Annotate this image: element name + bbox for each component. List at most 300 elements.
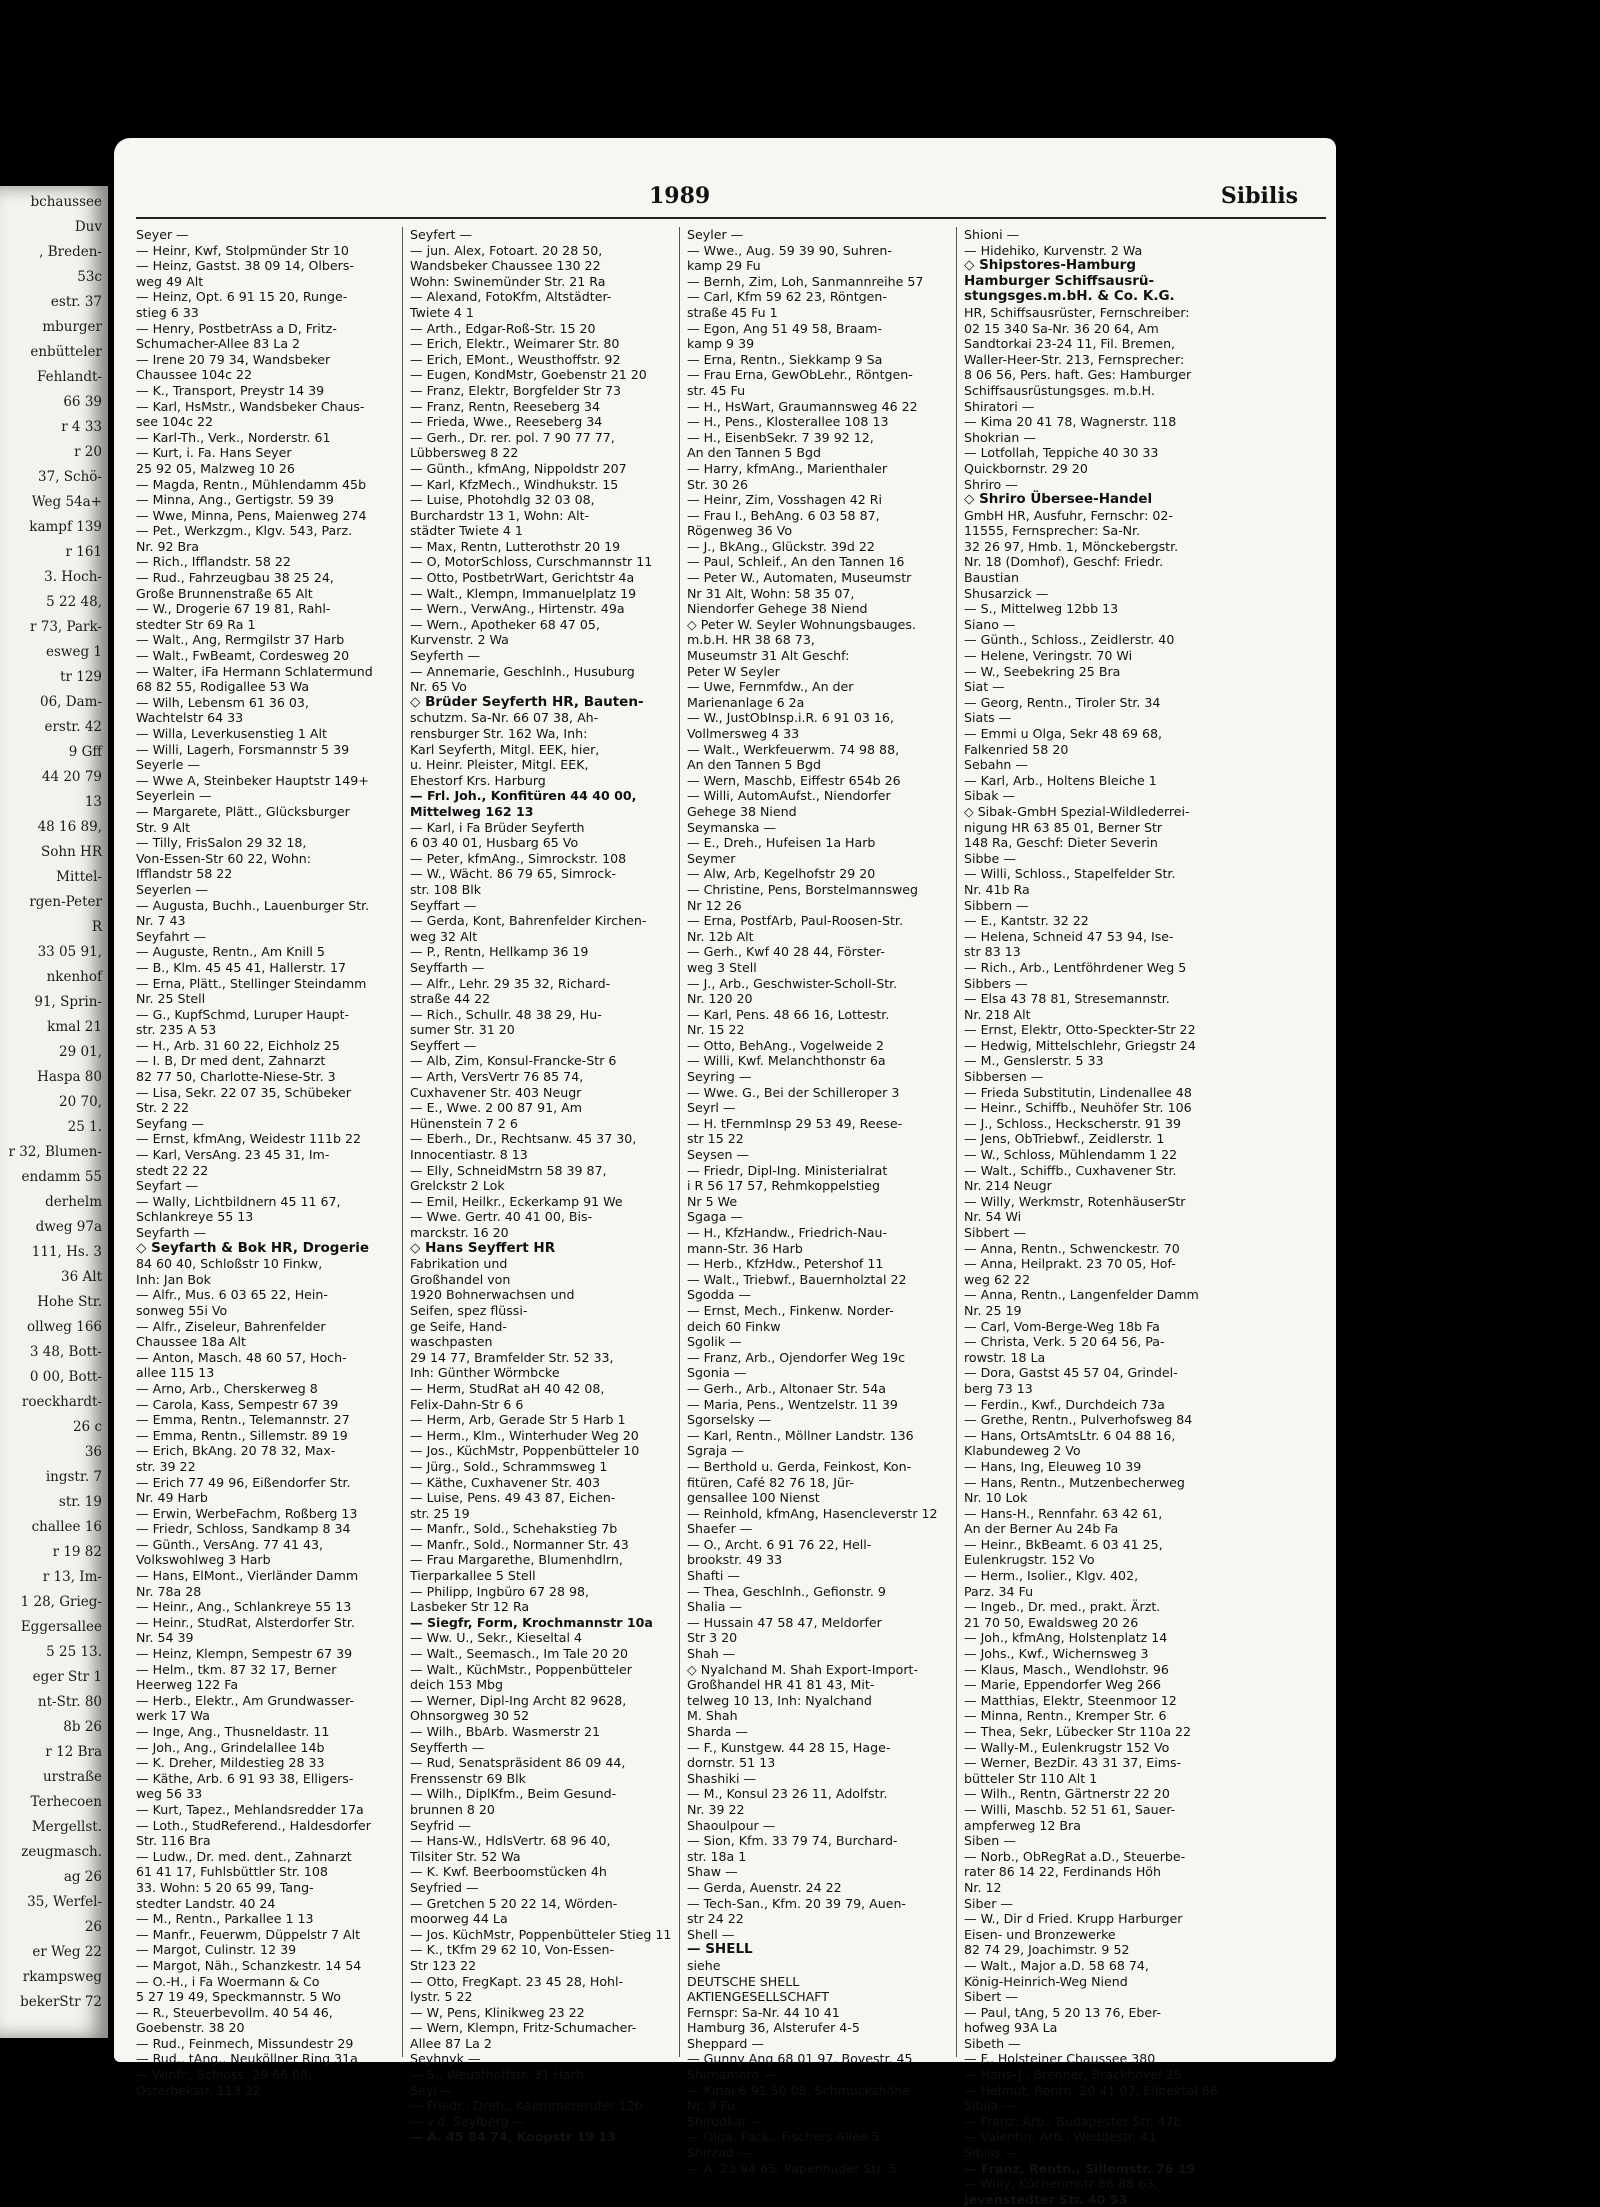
directory-entry-line: Nr. 218 Alt xyxy=(964,1006,1031,1022)
left-page-fragment: bekerStr 72 xyxy=(20,1994,102,2010)
directory-entry-line: straße 44 22 xyxy=(410,991,491,1007)
directory-entry-line: — Jens, ObTriebwf., Zeidlerstr. 1 xyxy=(964,1131,1165,1147)
left-page-fragment: 53c xyxy=(77,269,102,285)
directory-entry-line: — Ernst, Mech., Finkenw. Norder- xyxy=(687,1302,894,1318)
directory-entry-line: — P., Rentn, Hellkamp 36 19 xyxy=(410,944,589,960)
directory-entry-line: — O, MotorSchloss, Curschmannstr 11 xyxy=(410,554,653,570)
directory-entry-line: — Werner, BezDir. 43 31 37, Eims- xyxy=(964,1755,1182,1771)
directory-entry-line: weg 56 33 xyxy=(136,1786,203,1802)
directory-entry-line: — M., Genslerstr. 5 33 xyxy=(964,1053,1104,1069)
directory-entry-line: — E., Dreh., Hufeisen 1a Harb xyxy=(687,835,876,851)
directory-entry-line: — Berthold u. Gerda, Feinkost, Kon- xyxy=(687,1458,912,1474)
directory-entry-line: stedter Landstr. 40 24 xyxy=(136,1895,276,1911)
directory-entry-line: Shaoulpour — xyxy=(687,1817,776,1833)
directory-entry-line: — H., Arb. 31 60 22, Eichholz 25 xyxy=(136,1037,340,1053)
left-page-fragment: er Weg 22 xyxy=(32,1944,102,1960)
directory-entry-line: Allee 87 La 2 xyxy=(410,2035,492,2051)
directory-entry-line: — Norb., ObRegRat a.D., Steuerbe- xyxy=(964,1848,1186,1864)
directory-entry-line: Shokrian — xyxy=(964,429,1036,445)
left-page-fragment: r 19 82 xyxy=(52,1544,102,1560)
directory-entry-line: — Willi, Kwf. Melanchthonstr 6a xyxy=(687,1053,886,1069)
directory-entry-line: str 83 13 xyxy=(964,944,1021,960)
directory-entry-line: — Inge, Ang., Thusneldastr. 11 xyxy=(136,1724,330,1739)
directory-entry-line: — Walt., FwBeamt, Cordesweg 20 xyxy=(136,648,350,664)
left-page-fragment: urstraße xyxy=(42,1769,102,1785)
left-page-fragment: Sohn HR xyxy=(41,844,102,860)
directory-entry-line: — Heinz, Opt. 6 91 15 20, Runge- xyxy=(136,289,348,305)
directory-entry-line: gensallee 100 Nienst xyxy=(687,1490,820,1506)
directory-entry-line: Shusarzick — xyxy=(964,585,1049,601)
directory-entry-line: Nr. 214 Neugr xyxy=(964,1178,1052,1194)
directory-entry-line: Felix-Dahn-Str 6 6 xyxy=(410,1396,524,1412)
directory-entry-line: — Rud., Fahrzeugbau 38 25 24, xyxy=(136,570,334,586)
directory-entry-line: — Friedr., Dreh., Kaemmererufer 12b xyxy=(410,2098,643,2114)
directory-entry-line: ◇ Peter W. Seyler Wohnungsbauges. xyxy=(687,616,916,632)
directory-entry-line: — S., Weusthoffstr. 31 Harb xyxy=(410,2067,584,2083)
directory-entry-line: — Hussain 47 58 47, Meldorfer xyxy=(687,1614,882,1630)
directory-entry-line: An den Tannen 5 Bgd xyxy=(687,757,821,773)
left-page-fragment: r 4 33 xyxy=(61,419,102,435)
directory-entry-line: Shah — xyxy=(687,1646,736,1662)
directory-entry-line: — F., Holsteiner Chaussee 380 xyxy=(964,2051,1156,2067)
directory-entry-line: — Bernh, Zim, Loh, Sanmannreihe 57 xyxy=(687,273,924,289)
directory-entry-line: — Egon, Ang 51 49 58, Braam- xyxy=(687,320,882,336)
directory-entry-line: 5 27 19 49, Speckmannstr. 5 Wo xyxy=(136,1989,341,2005)
directory-entry-line: Wachtelstr 64 33 xyxy=(136,710,244,726)
directory-entry-line: — Uwe, Fernmfdw., An der xyxy=(687,679,854,695)
directory-entry-line: — Gerda, Auenstr. 24 22 xyxy=(687,1879,842,1895)
directory-entry-line: — Thea, Sekr, Lübecker Str 110a 22 xyxy=(964,1724,1192,1739)
directory-entry-line: — Ingeb., Dr. med., prakt. Ärzt. xyxy=(964,1599,1161,1615)
directory-entry-line: — Hans-J., Brenner, Brackhövel 25 xyxy=(964,2067,1182,2083)
directory-entry-line: Fernspr: Sa-Nr. 44 10 41 xyxy=(687,2004,840,2020)
directory-entry-line: — Herb., KfzHdw., Petershof 11 xyxy=(687,1256,884,1272)
directory-entry-line: Str. 9 Alt xyxy=(136,819,191,835)
directory-entry-line: Nr. 120 20 xyxy=(687,991,753,1007)
directory-entry-line: Seyhnyk — xyxy=(410,2051,481,2067)
left-page-fragment: 1 28, Grieg- xyxy=(20,1594,102,1610)
directory-entry-line: Chaussee 18a Alt xyxy=(136,1334,246,1350)
directory-entry-line: — Herm, StudRat aH 40 42 08, xyxy=(410,1380,605,1396)
directory-entry-line: Nr. 65 Vo xyxy=(410,679,467,695)
directory-entry-line: Ifflandstr 58 22 xyxy=(136,866,233,882)
directory-entry-line: — E., Wwe. 2 00 87 91, Am xyxy=(410,1100,583,1116)
directory-entry-line: — Kurt, i. Fa. Hans Seyer xyxy=(136,445,292,461)
left-page-fragment: 48 16 89, xyxy=(37,819,102,835)
directory-entry-line: — Alb, Zim, Konsul-Francke-Str 6 xyxy=(410,1053,617,1069)
directory-entry-line: — Hans, ElMont., Vierländer Damm xyxy=(136,1568,359,1584)
directory-entry-line: — Heinr., StudRat, Alsterdorfer Str. xyxy=(136,1614,355,1630)
directory-entry-line: Lasbeker Str 12 Ra xyxy=(410,1599,530,1615)
directory-entry-line: — Philipp, Ingbüro 67 28 98, xyxy=(410,1583,590,1599)
directory-entry-line: Nr. 9 Fu xyxy=(687,2098,736,2114)
directory-entry-line: — Erna, Plätt., Stellinger Steindamm xyxy=(136,975,367,991)
directory-entry-line: — Wern., Apotheker 68 47 05, xyxy=(410,616,600,632)
directory-entry-line: — Erich, BkAng. 20 78 32, Max- xyxy=(136,1443,336,1459)
directory-entry-line: stedter Str 69 Ra 1 xyxy=(136,616,256,632)
directory-entry-line: Sharda — xyxy=(687,1724,748,1739)
directory-entry-line: — Manfr., Feuerwm, Düppelstr 7 Alt xyxy=(136,1926,361,1942)
directory-entry-line: Hünenstein 7 2 6 xyxy=(410,1115,518,1131)
directory-entry-line: Nr. 7 43 xyxy=(136,913,186,929)
directory-entry-line: — Franz, Arb., Budapester Str. 47b xyxy=(964,2113,1182,2129)
directory-entry-line: Sgonia — xyxy=(687,1365,747,1381)
directory-entry-line: Seyffart — xyxy=(410,897,477,913)
directory-entry-line: — J., BkAng., Glückstr. 39d 22 xyxy=(687,538,875,554)
directory-entry-line: — Käthe, Cuxhavener Str. 403 xyxy=(410,1474,601,1490)
directory-entry-line: — Johs., Kwf., Wichernsweg 3 xyxy=(964,1646,1149,1662)
directory-entry-line: weg 62 22 xyxy=(964,1271,1031,1287)
left-page-fragment: 35, Werfel- xyxy=(27,1894,102,1910)
left-page-fragment: r 12 Bra xyxy=(45,1744,102,1760)
directory-entry-line: Shirzad — xyxy=(687,2145,751,2161)
directory-entry-line: Museumstr 31 Alt Geschf: xyxy=(687,648,850,664)
directory-entry-line: — Max, Rentn, Lutterothstr 20 19 xyxy=(410,538,621,554)
directory-entry-line: — Margot, Näh., Schanzkestr. 14 54 xyxy=(136,1957,362,1973)
directory-entry-line: Shriro — xyxy=(964,476,1018,492)
left-page-fragment: esweg 1 xyxy=(46,644,102,660)
directory-entry-line: Nr. 25 19 xyxy=(964,1302,1022,1318)
left-page-fragment: Duv xyxy=(74,219,102,235)
column-2 xyxy=(402,227,682,2145)
directory-entry-line: str. 45 Fu xyxy=(687,382,746,398)
directory-entry-line: — Frau I., BehAng. 6 03 58 87, xyxy=(687,507,880,523)
left-page-fragment: r 32, Blumen- xyxy=(8,1144,102,1160)
left-page-fragment: ingstr. 7 xyxy=(45,1469,102,1485)
directory-entry-line: ge Seife, Hand- xyxy=(410,1318,507,1334)
directory-entry-line: — Irene 20 79 34, Wandsbeker xyxy=(136,351,331,367)
directory-entry-line: — Wwe. G., Bei der Schilleroper 3 xyxy=(687,1084,900,1100)
directory-entry-line: siehe xyxy=(687,1957,721,1973)
left-page-fragment: roeckhardt- xyxy=(21,1394,102,1410)
directory-entry-line: — Rud, Senatspräsident 86 09 44, xyxy=(410,1755,626,1771)
directory-entry-line: Sgaga — xyxy=(687,1209,744,1225)
directory-entry-line: — Winfr., Schloss. 29 66 08, xyxy=(136,2067,313,2083)
directory-entry-line: — Willi, Lagerh, Forsmannstr 5 39 xyxy=(136,741,350,757)
directory-entry-line: — Paul, tAng, 5 20 13 76, Eber- xyxy=(964,2004,1162,2020)
directory-entry-line: — Dora, Gastst 45 57 04, Grindel- xyxy=(964,1365,1178,1381)
directory-entry-line: — Heinr., BkBeamt. 6 03 41 25, xyxy=(964,1536,1163,1552)
directory-entry-line: — Franz, Rentn., Sillemstr. 76 19 xyxy=(964,2160,1196,2176)
directory-entry-line: weg 32 Alt xyxy=(410,928,478,944)
directory-entry-line: Waller-Heer-Str. 213, Fernsprecher: xyxy=(964,351,1185,367)
directory-entry-line: Seysen — xyxy=(687,1147,750,1163)
directory-entry-line: Wandsbeker Chaussee 130 22 xyxy=(410,258,601,274)
directory-entry-line: — R., Steuerbevollm. 40 54 46, xyxy=(136,2004,333,2020)
directory-entry-line: Nr. 12 xyxy=(964,1879,1002,1895)
directory-entry-line: — K. Kwf. Beerboomstücken 4h xyxy=(410,1864,607,1880)
directory-entry-line: Frenssenstr 69 Blk xyxy=(410,1770,526,1786)
directory-entry-line: — Gunny Ang 68 01 97, Bovestr. 45 xyxy=(687,2051,913,2067)
directory-entry-line: — Lisa, Sekr. 22 07 35, Schübeker xyxy=(136,1084,351,1100)
directory-entry-line: — E., Kantstr. 32 22 xyxy=(964,913,1089,929)
left-page-fragment: 29 01, xyxy=(59,1044,102,1060)
directory-entry-line: — Annemarie, Geschlnh., Husuburg xyxy=(410,663,635,679)
directory-entry-line: — Willi, Maschb. 52 51 61, Sauer- xyxy=(964,1801,1176,1817)
directory-entry-line: — M., Konsul 23 26 11, Adolfstr. xyxy=(687,1786,888,1802)
directory-entry-line: — Wilh, Lebensm 61 36 03, xyxy=(136,694,309,710)
left-page-fragment: 111, Hs. 3 xyxy=(31,1244,102,1260)
left-page-fragment: bchaussee xyxy=(30,194,102,210)
directory-entry-line: Sibbert — xyxy=(964,1225,1026,1240)
directory-entry-line: — Friedr, Dipl-Ing. Ministerialrat xyxy=(687,1162,888,1178)
left-page-fragment: Weg 54a+ xyxy=(31,494,102,510)
directory-entry-line: — Ferdin., Kwf., Durchdeich 73a xyxy=(964,1396,1165,1412)
directory-entry-line: Sibbersen — xyxy=(964,1069,1044,1085)
directory-entry-line: 82 74 29, Joachimstr. 9 52 xyxy=(964,1942,1130,1958)
directory-entry-line: u. Heinr. Pleister, Mitgl. EEK, xyxy=(410,757,589,773)
left-page-fragment: Fehlandt- xyxy=(36,369,102,385)
directory-entry-line: — Alw, Arb, Kegelhofstr 29 20 xyxy=(687,866,876,882)
directory-entry-line: Nr. 41b Ra xyxy=(964,881,1030,897)
directory-entry-line: str. 25 19 xyxy=(410,1505,470,1521)
directory-entry-line: — Willa, Leverkusenstieg 1 Alt xyxy=(136,726,327,741)
directory-entry-line: — O.-H., i Fa Woermann & Co xyxy=(136,1973,320,1989)
directory-entry-line: — Herm, Arb, Gerade Str 5 Harb 1 xyxy=(410,1412,626,1428)
directory-entry-line: städter Twiete 4 1 xyxy=(410,523,523,539)
directory-entry-line: Vollmersweg 4 33 xyxy=(687,726,800,741)
left-page-fragment: 91, Sprin- xyxy=(34,994,102,1010)
directory-entry-line: — Wilh., BbArb. Wasmerstr 21 xyxy=(410,1724,601,1739)
directory-entry-line: Seyerle — xyxy=(136,757,200,773)
directory-entry-line: rowstr. 18 La xyxy=(964,1349,1046,1365)
directory-entry-line: Hamburger Schiffsausrü- xyxy=(964,272,1155,289)
directory-entry-line: — Jos. KüchMstr, Poppenbütteler Stieg 11 xyxy=(410,1926,672,1942)
directory-entry-line: — Peter W., Automaten, Museumstr xyxy=(687,570,912,586)
directory-entry-line: Seyfried — xyxy=(410,1879,479,1895)
directory-entry-line: — Minna, Rentn., Kremper Str. 6 xyxy=(964,1708,1167,1724)
directory-entry-line: König-Heinrich-Weg Niend xyxy=(964,1973,1128,1989)
directory-entry-line: Siber — xyxy=(964,1895,1014,1911)
directory-entry-line: — Helena, Schneid 47 53 94, Ise- xyxy=(964,928,1174,944)
left-page-fragment: str. 19 xyxy=(58,1494,102,1510)
directory-entry-line: Jevenstedter Str. 40 53 xyxy=(964,2191,1128,2207)
directory-entry-line: — Willi, AutomAufst., Niendorfer xyxy=(687,788,891,804)
directory-entry-line: — Karl, Rentn., Möllner Landstr. 136 xyxy=(687,1427,914,1443)
directory-entry-line: marckstr. 16 20 xyxy=(410,1225,509,1240)
directory-entry-line: kamp 9 39 xyxy=(687,336,755,352)
left-page-fragment: 66 39 xyxy=(63,394,102,410)
directory-entry-line: Marienanlage 6 2a xyxy=(687,694,805,710)
directory-entry-line: Falkenried 58 20 xyxy=(964,741,1069,757)
left-page-fragment: enbütteler xyxy=(30,344,102,360)
directory-entry-line: Tilsiter Str. 52 Wa xyxy=(410,1848,521,1864)
directory-entry-line: Seyerlen — xyxy=(136,881,208,897)
directory-entry-line: allee 115 13 xyxy=(136,1365,215,1381)
left-page-fragment: R xyxy=(91,919,102,935)
directory-entry-line: — Herm., Isolier., Klgv. 402, xyxy=(964,1568,1139,1584)
directory-entry-line: — Siegfr, Form, Krochmannstr 10a xyxy=(410,1614,653,1630)
directory-entry-line: Heerweg 122 Fa xyxy=(136,1677,239,1693)
directory-entry-line: — M., Rentn., Parkallee 1 13 xyxy=(136,1911,314,1927)
directory-entry-line: Shiratori — xyxy=(964,398,1035,414)
directory-entry-line: str 24 22 xyxy=(687,1911,744,1927)
directory-entry-line: — Walt., KüchMstr., Poppenbütteler xyxy=(410,1661,632,1677)
directory-entry-line: — Helmut, Rentn. 20 41 07, Eilbektal 66 xyxy=(964,2082,1218,2098)
directory-entry-line: ampferweg 12 Bra xyxy=(964,1817,1081,1833)
directory-entry-line: Nr. 92 Bra xyxy=(136,538,200,554)
directory-entry-line: — Ernst, kfmAng, Weidestr 111b 22 xyxy=(136,1131,362,1147)
directory-entry-line: — Wern, Klempn, Fritz-Schumacher- xyxy=(410,2020,637,2036)
directory-entry-line: — Kurt, Tapez., Mehlandsredder 17a xyxy=(136,1801,364,1817)
directory-entry-line: — I. B, Dr med dent, Zahnarzt xyxy=(136,1053,326,1069)
directory-entry-line: Seifen, spez flüssi- xyxy=(410,1302,528,1318)
column-3 xyxy=(679,227,959,2176)
directory-entry-line: — Manfr., Sold., Schehakstieg 7b xyxy=(410,1521,618,1537)
directory-entry-line: waschpasten xyxy=(410,1334,493,1350)
directory-entry-line: — Karl, VersAng. 23 45 31, Im- xyxy=(136,1147,330,1163)
directory-entry-line: — Erich, EMont., Weusthoffstr. 92 xyxy=(410,351,621,367)
directory-entry-line: — S., Mittelweg 12bb 13 xyxy=(964,601,1119,617)
left-page-fragment: 8b 26 xyxy=(63,1719,102,1735)
directory-entry-line: — Walter, iFa Hermann Schlatermund xyxy=(136,663,373,679)
directory-entry-line: — Emma, Rentn., Sillemstr. 89 19 xyxy=(136,1427,348,1443)
directory-entry-line: Nr 12 26 xyxy=(687,897,742,913)
directory-entry-line: — Gerda, Kont, Bahrenfelder Kirchen- xyxy=(410,913,647,929)
directory-entry-line: — Wwe A, Steinbeker Hauptstr 149+ xyxy=(136,772,369,788)
directory-entry-line: HR, Schiffsausrüster, Fernschreiber: xyxy=(964,304,1190,320)
directory-entry-line: — A. 23 94 65, Papenhuder Str. 5 xyxy=(687,2160,897,2176)
directory-entry-line: — Alfr., Lehr. 29 35 32, Richard- xyxy=(410,975,611,991)
left-page-fragment: 20 70, xyxy=(59,1094,102,1110)
directory-entry-line: — Karl, KfzMech., Windhukstr. 15 xyxy=(410,476,619,492)
directory-entry-line: Seyfrid — xyxy=(410,1817,471,1833)
directory-entry-line: Siano — xyxy=(964,616,1016,632)
directory-entry-line: Burchardstr 13 1, Wohn: Alt- xyxy=(410,507,590,523)
left-page-fragment: Terhecoen xyxy=(30,1794,102,1810)
directory-entry-line: — Eugen, KondMstr, Goebenstr 21 20 xyxy=(410,367,647,383)
directory-entry-line: Sibila — xyxy=(964,2098,1015,2114)
directory-entry-line: rensburger Str. 162 Wa, Inh: xyxy=(410,726,588,741)
directory-entry-line: — Erwin, WerbeFachm, Roßberg 13 xyxy=(136,1505,358,1521)
directory-entry-line: Gehege 38 Niend xyxy=(687,803,797,819)
directory-entry-line: Volkswohlweg 3 Harb xyxy=(136,1552,271,1568)
directory-entry-line: Sibbers — xyxy=(964,975,1028,991)
directory-entry-line: — Margot, Culinstr. 12 39 xyxy=(136,1942,297,1958)
left-page-fragment: kmal 21 xyxy=(47,1019,102,1035)
directory-entry-line: — Harry, kfmAng., Marienthaler xyxy=(687,460,888,476)
directory-entry-line: Str 3 20 xyxy=(687,1630,738,1646)
directory-entry-line: 25 92 05, Malzweg 10 26 xyxy=(136,460,295,476)
column-4 xyxy=(956,227,1236,2207)
directory-entry-line: — Franz, Rentn, Reeseberg 34 xyxy=(410,398,600,414)
directory-entry-line: Schlankreye 55 13 xyxy=(136,1209,254,1225)
directory-entry-line: — Rud., Feinmech, Missundestr 29 xyxy=(136,2035,354,2051)
directory-entry-line: Seyfert — xyxy=(410,227,473,242)
directory-entry-line: — W., JustObInsp.i.R. 6 91 03 16, xyxy=(687,710,894,726)
directory-entry-line: — Tilly, FrisSalon 29 32 18, xyxy=(136,835,307,851)
directory-entry-line: stieg 6 33 xyxy=(136,304,199,320)
directory-entry-line: Str. 2 22 xyxy=(136,1100,190,1116)
directory-entry-line: nigung HR 63 85 01, Berner Str xyxy=(964,819,1163,835)
directory-entry-line: Siat — xyxy=(964,679,1005,695)
left-page-fragment: rkampsweg xyxy=(22,1969,102,1985)
directory-entry-line: rater 86 14 22, Ferdinands Höh xyxy=(964,1864,1161,1880)
directory-entry-line: — W, Pens, Klinikweg 23 22 xyxy=(410,2004,585,2020)
left-page-fragment: 26 c xyxy=(72,1419,102,1435)
directory-entry-line: Str. 30 26 xyxy=(687,476,749,492)
directory-entry-line: stungsges.m.bH. & Co. K.G. xyxy=(964,288,1175,305)
directory-entry-line: Nr. 54 Wi xyxy=(964,1209,1022,1225)
directory-entry-line: deich 153 Mbg xyxy=(410,1677,504,1693)
directory-entry-line: bütteler Str 110 Alt 1 xyxy=(964,1770,1098,1786)
left-page-fragment: 06, Dam- xyxy=(40,694,102,710)
left-page-fragment: r 20 xyxy=(74,444,102,460)
left-page-fragment: tr 129 xyxy=(60,669,102,685)
left-page-fragment: zeugmasch. xyxy=(21,1844,102,1860)
directory-entry-line: — jun. Alex, Fotoart. 20 28 50, xyxy=(410,242,603,258)
left-page-fragment: 0 00, Bott- xyxy=(29,1369,102,1385)
directory-entry-line: Niendorfer Gehege 38 Niend xyxy=(687,601,868,617)
directory-entry-line: 33. Wohn: 5 20 65 99, Tang- xyxy=(136,1879,314,1895)
directory-entry-line: str 15 22 xyxy=(687,1131,744,1147)
left-page-fragment: 37, Schö- xyxy=(38,469,102,485)
directory-entry-line: — Rud., tAng., Neuköllner Ring 31a xyxy=(136,2051,358,2067)
directory-entry-line: — Walt., Klempn, Immanuelplatz 19 xyxy=(410,585,637,601)
directory-entry-line: — Georg, Rentn., Tiroler Str. 34 xyxy=(964,694,1161,710)
directory-entry-line: — Heinr, Kwf, Stolpmünder Str 10 xyxy=(136,242,349,258)
directory-entry-line: — Alfr., Mus. 6 03 65 22, Hein- xyxy=(136,1287,328,1303)
directory-entry-line: — Heinz, Klempn, Sempestr 67 39 xyxy=(136,1646,353,1662)
left-page-fragment: 3 48, Bott- xyxy=(29,1344,102,1360)
directory-entry-line: Schumacher-Allee 83 La 2 xyxy=(136,336,301,352)
directory-entry-line: Siben — xyxy=(964,1833,1016,1849)
directory-entry-line: Sandtorkai 23-24 11, Fil. Bremen, xyxy=(964,336,1176,352)
directory-entry-line: m.b.H. HR 38 68 73, xyxy=(687,632,815,648)
directory-entry-line: — Wern., VerwAng., Hirtenstr. 49a xyxy=(410,601,625,617)
directory-entry-line: 6 03 40 01, Husbarg 65 Vo xyxy=(410,835,579,851)
directory-entry-line: — W., Wächt. 86 79 65, Simrock- xyxy=(410,866,617,882)
left-page-fragment: 26 xyxy=(84,1919,102,1935)
directory-entry-line: — Hans, Ing, Eleuweg 10 39 xyxy=(964,1458,1142,1474)
directory-entry-line: — Grethe, Rentn., Pulverhofsweg 84 xyxy=(964,1412,1193,1428)
directory-entry-line: Shimamoto — xyxy=(687,2067,776,2083)
directory-entry-line: — H. tFernmInsp 29 53 49, Reese- xyxy=(687,1115,903,1131)
directory-entry-line: Parz. 34 Fu xyxy=(964,1583,1034,1599)
directory-entry-line: — Gerh., Kwf 40 28 44, Förster- xyxy=(687,944,885,960)
directory-entry-line: Str. 116 Bra xyxy=(136,1833,211,1849)
directory-entry-line: — Lotfollah, Teppiche 40 30 33 xyxy=(964,445,1159,461)
directory-entry-line: — Werner, Dipl-Ing Archt 82 9628, xyxy=(410,1692,627,1708)
directory-entry-line: — Käthe, Arb. 6 91 93 38, Elligers- xyxy=(136,1770,354,1786)
directory-entry-line: — Wally, Lichtbildnern 45 11 67, xyxy=(136,1193,341,1209)
left-page-fragment: Eggersallee xyxy=(20,1619,102,1635)
directory-entry-line: — Valentin, Arb., Weddestr. 41 xyxy=(964,2129,1157,2145)
directory-entry-line: Großhandel von xyxy=(410,1271,511,1287)
directory-entry-line: — Franz, Elektr, Borgfelder Str 73 xyxy=(410,382,622,398)
directory-entry-line: Sgorselsky — xyxy=(687,1412,772,1428)
directory-entry-line: — Augusta, Buchh., Lauenburger Str. xyxy=(136,897,370,913)
directory-entry-line: — Frau Erna, GewObLehr., Röntgen- xyxy=(687,367,913,383)
left-page-fragment: Haspa 80 xyxy=(37,1069,102,1085)
directory-entry-line: Mittelweg 162 13 xyxy=(410,803,534,819)
directory-entry-line: — Loth., StudReferend., Haldesdorfer xyxy=(136,1817,371,1833)
directory-entry-line: — O., Archt. 6 91 76 22, Hell- xyxy=(687,1536,872,1552)
directory-entry-line: — Luise, Photohdlg 32 03 08, xyxy=(410,492,595,508)
directory-entry-line: Sibeth — xyxy=(964,2035,1021,2051)
directory-entry-line: — Ernst, Elektr, Otto-Speckter-Str 22 xyxy=(964,1022,1196,1038)
directory-entry-line: — Karl, Arb., Holtens Bleiche 1 xyxy=(964,772,1157,788)
directory-entry-line: Seymanska — xyxy=(687,819,777,835)
directory-entry-line: — Herm., Klm., Winterhuder Weg 20 xyxy=(410,1427,639,1443)
directory-entry-line: Ohnsorgweg 30 52 xyxy=(410,1708,530,1724)
directory-entry-line: Shaw — xyxy=(687,1864,738,1880)
directory-entry-line: Shell — xyxy=(687,1926,735,1942)
directory-entry-line: An den Tannen 5 Bgd xyxy=(687,445,821,461)
directory-entry-line: — Olga, Pack., Fischers Allee 5 xyxy=(687,2129,880,2145)
directory-entry-line: schutzm. Sa-Nr. 66 07 38, Ah- xyxy=(410,710,599,726)
directory-entry-line: Seyfahrt — xyxy=(136,928,207,944)
